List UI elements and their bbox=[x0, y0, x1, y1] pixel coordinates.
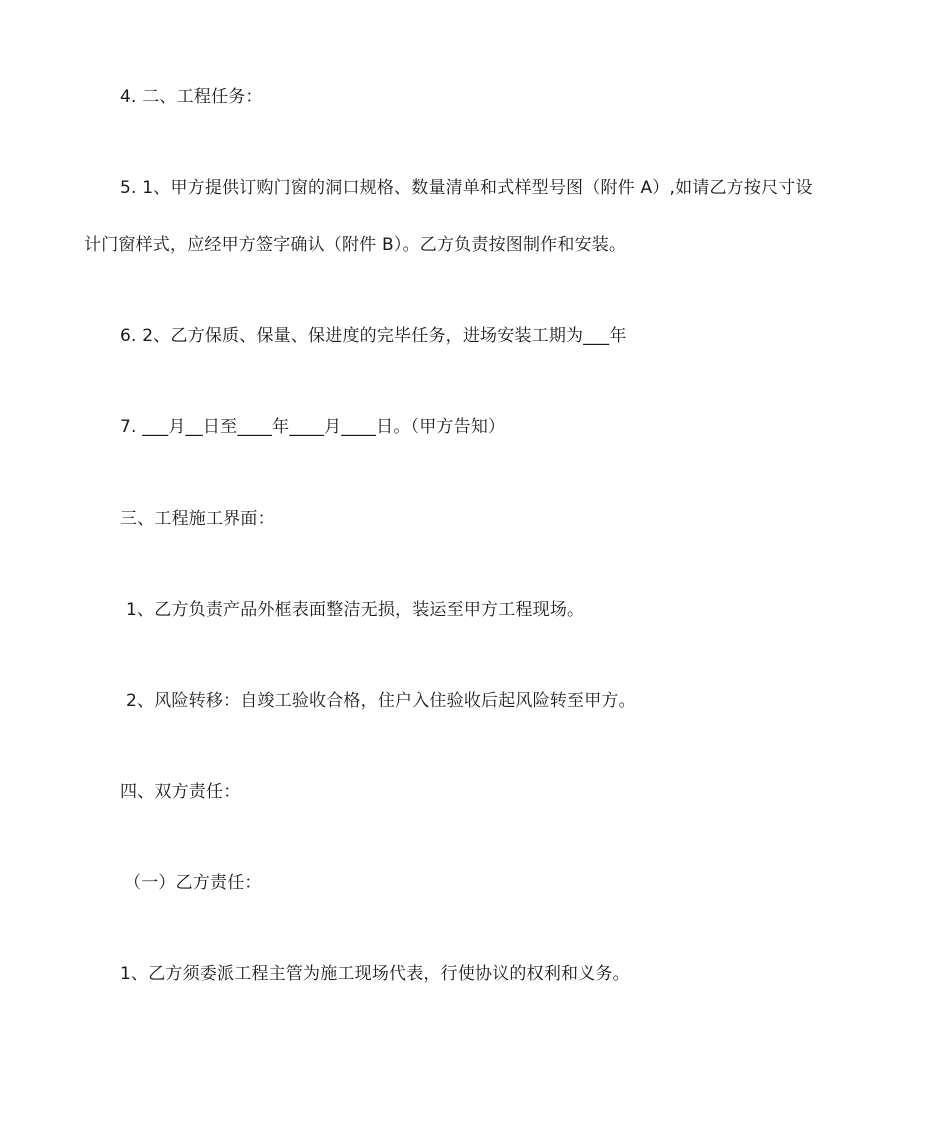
paragraph-item-5-continued: 计门窗样式，应经甲方签字确认（附件 B）。乙方负责按图制作和安装。 bbox=[84, 235, 627, 255]
paragraph-item-5: 5. 1、甲方提供订购门窗的洞口规格、数量清单和式样型号图（附件 A）,如请乙方按尺寸设 bbox=[120, 178, 813, 198]
subheading-party-b-responsibilities: （一）乙方责任： bbox=[124, 873, 262, 893]
section-heading-engineering-tasks: 4. 二、工程任务： bbox=[120, 87, 263, 107]
paragraph-interface-item-2: 2、风险转移：自竣工验收合格，住户入住验收后起风险转至甲方。 bbox=[126, 691, 636, 711]
paragraph-interface-item-1: 1、乙方负责产品外框表面整洁无损，装运至甲方工程现场。 bbox=[126, 600, 585, 620]
section-heading-mutual-responsibilities: 四、双方责任： bbox=[120, 782, 241, 802]
paragraph-item-6: 6. 2、乙方保质、保量、保进度的完毕任务，进场安装工期为___年 bbox=[120, 326, 627, 346]
paragraph-item-7: 7. ___月__日至____年____月____日。（甲方告知） bbox=[120, 417, 506, 437]
paragraph-party-b-item-1: 1、乙方须委派工程主管为施工现场代表，行使协议的权利和义务。 bbox=[120, 964, 630, 984]
section-heading-construction-interface: 三、工程施工界面： bbox=[120, 509, 275, 529]
